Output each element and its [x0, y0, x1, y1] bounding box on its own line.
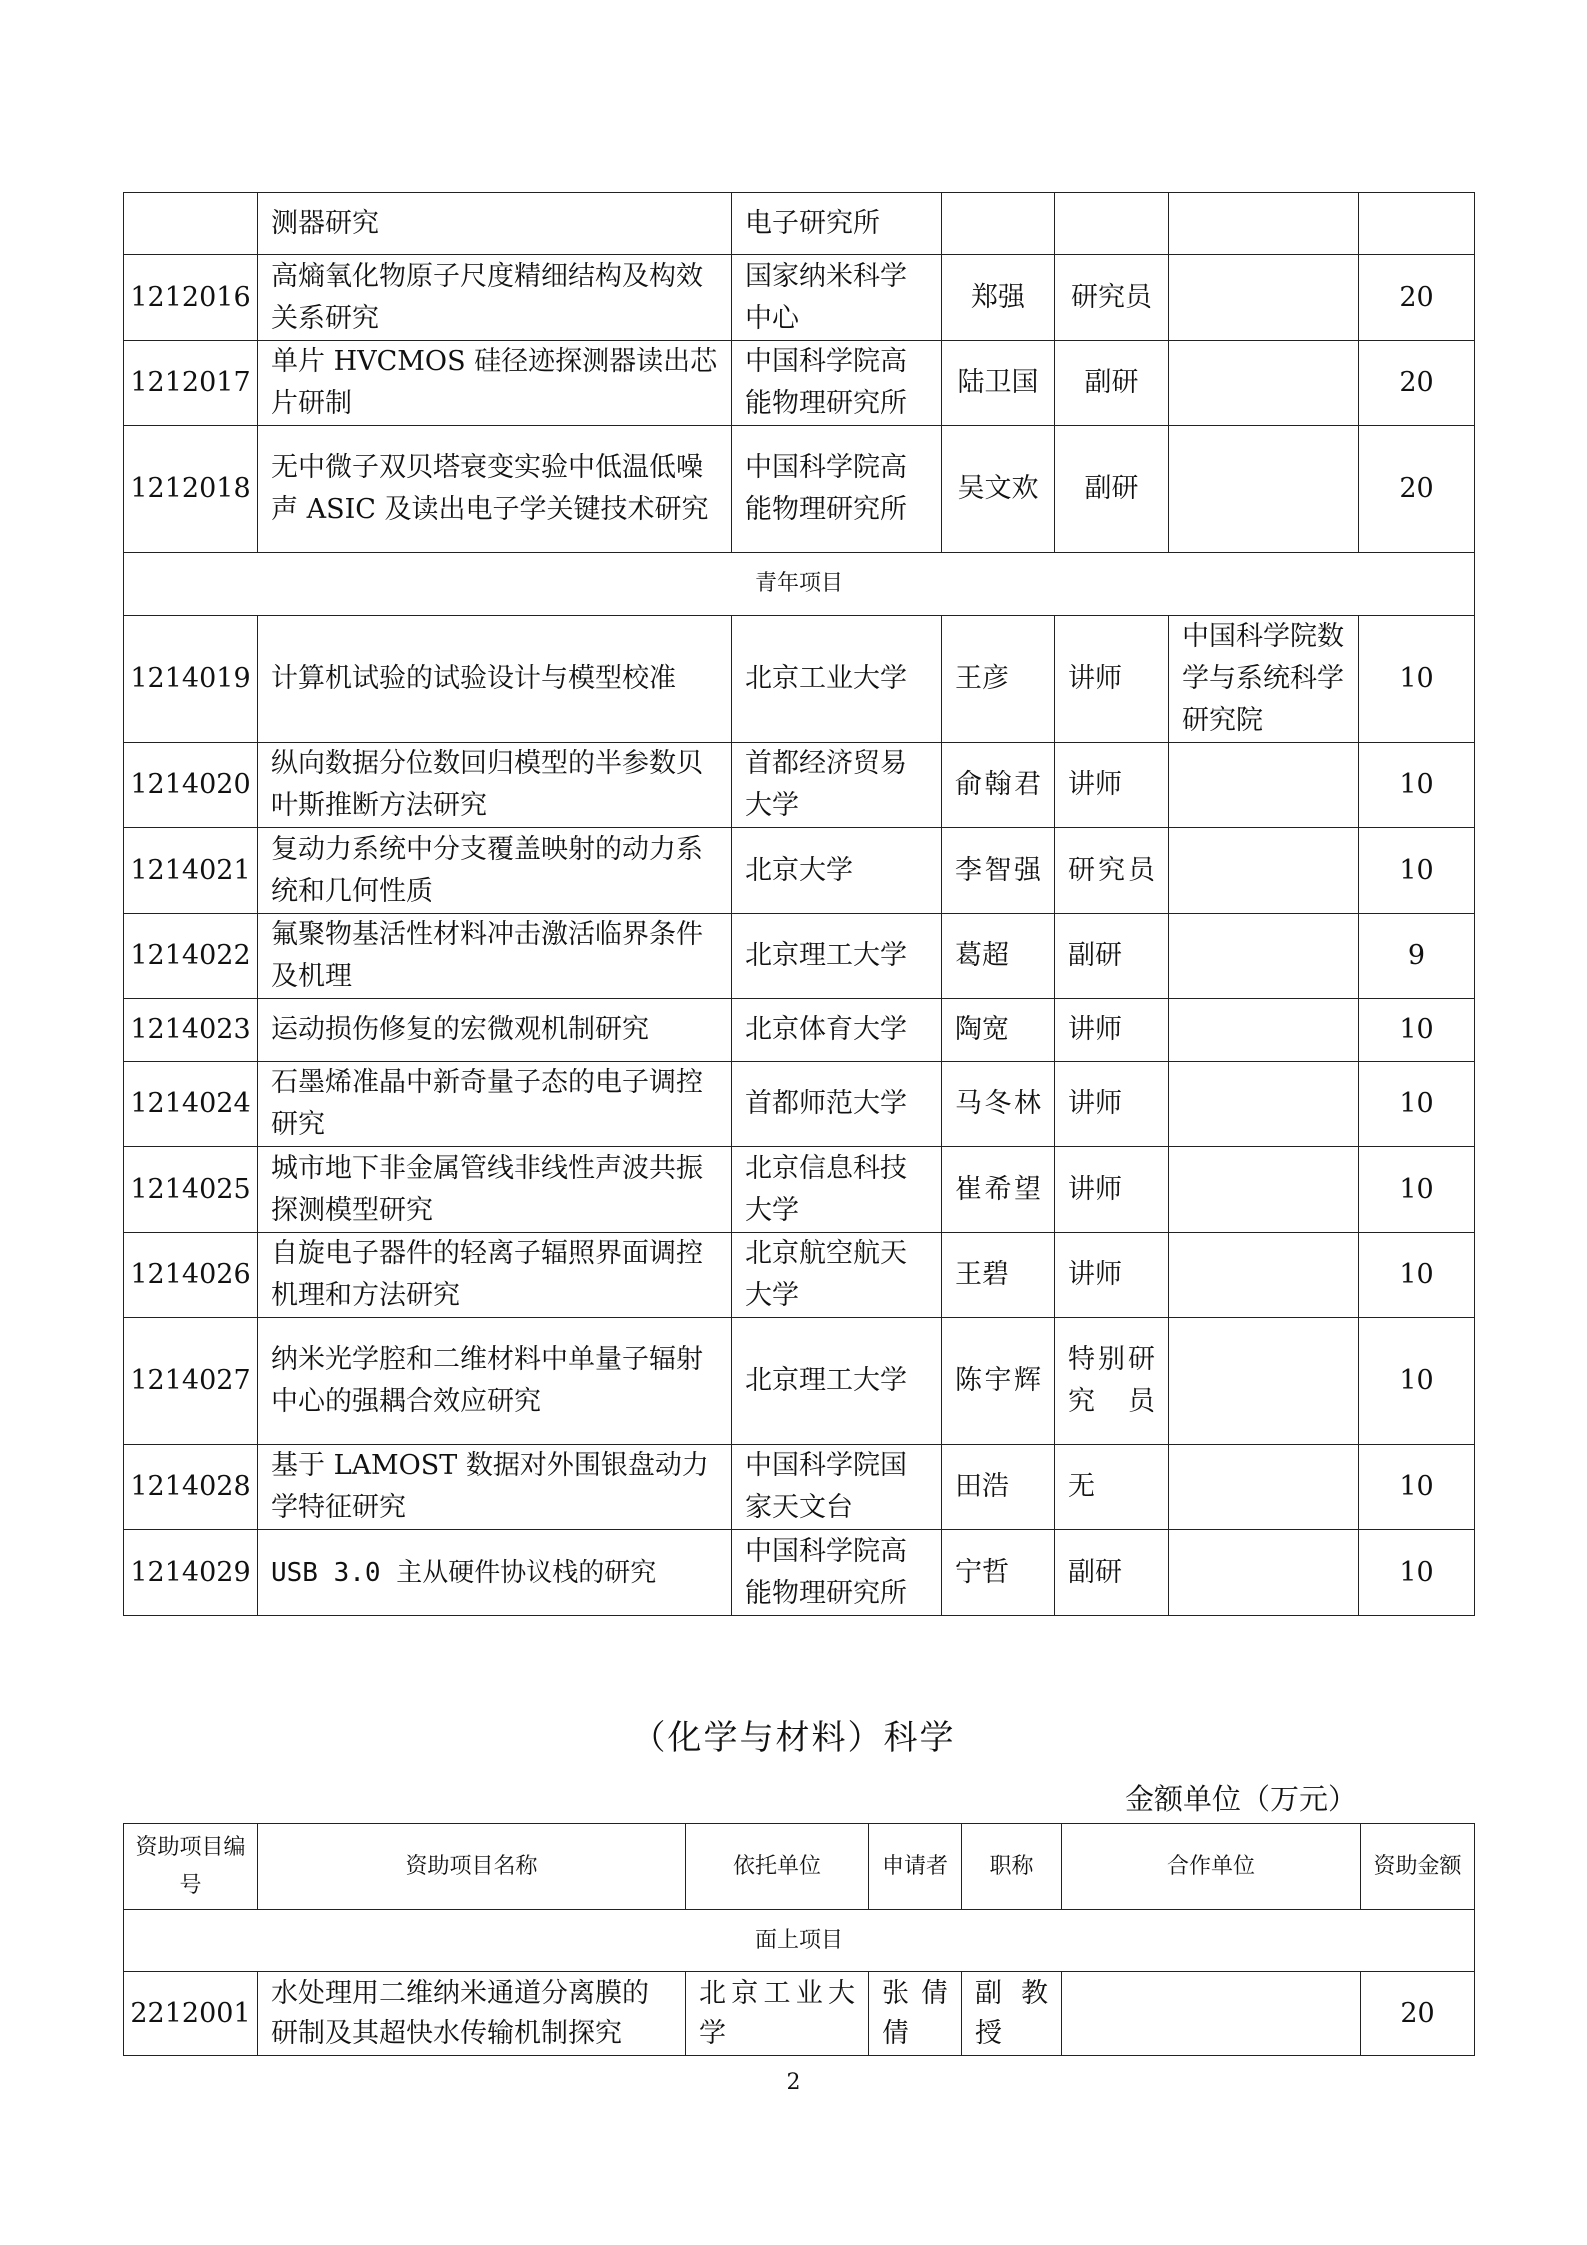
job-title: 副研	[1055, 1530, 1169, 1616]
project-name: 水处理用二维纳米通道分离膜的研制及其超快水传输机制探究	[258, 1972, 686, 2056]
applicant: 陈宇辉	[942, 1318, 1055, 1445]
project-id: 1214024	[124, 1062, 258, 1147]
project-id: 1214021	[124, 828, 258, 914]
project-id: 1214028	[124, 1445, 258, 1530]
partner-org	[1169, 999, 1359, 1062]
job-title: 讲师	[1055, 1233, 1169, 1318]
header-project-name: 资助项目名称	[258, 1824, 686, 1910]
table-row	[124, 999, 1475, 1062]
project-id: 1212017	[124, 341, 258, 426]
project-name: 运动损伤修复的宏微观机制研究	[258, 999, 732, 1062]
host-org: 电子研究所	[732, 193, 942, 255]
job-title: 讲师	[1055, 743, 1169, 828]
table-row	[124, 1147, 1475, 1233]
job-title: 副研	[1055, 426, 1169, 553]
table-row	[124, 1233, 1475, 1318]
applicant	[942, 193, 1055, 255]
amount: 10	[1359, 1318, 1475, 1445]
host-org: 北京航空航天大学	[732, 1233, 942, 1318]
table-row	[124, 426, 1475, 553]
job-title: 副教授	[962, 1972, 1062, 2056]
table-row	[124, 1062, 1475, 1147]
applicant: 俞翰君	[942, 743, 1055, 828]
project-name: 测器研究	[258, 193, 732, 255]
amount: 10	[1359, 1530, 1475, 1616]
partner-org	[1169, 341, 1359, 426]
header-applicant: 申请者	[869, 1824, 962, 1910]
job-title: 讲师	[1055, 1062, 1169, 1147]
applicant: 陶宽	[942, 999, 1055, 1062]
section-label-general: 面上项目	[124, 1910, 1475, 1972]
project-name: 纳米光学腔和二维材料中单量子辐射中心的强耦合效应研究	[258, 1318, 732, 1445]
amount: 20	[1359, 426, 1475, 553]
header-job-title: 职称	[962, 1824, 1062, 1910]
project-id: 1214023	[124, 999, 258, 1062]
chemistry-materials-table	[123, 1823, 1475, 2056]
project-name: 基于 LAMOST 数据对外围银盘动力学特征研究	[258, 1445, 732, 1530]
project-name: 单片 HVCMOS 硅径迹探测器读出芯片研制	[258, 341, 732, 426]
amount: 10	[1359, 1062, 1475, 1147]
host-org: 首都师范大学	[732, 1062, 942, 1147]
host-org: 中国科学院高能物理研究所	[732, 426, 942, 553]
project-id: 1214025	[124, 1147, 258, 1233]
partner-org	[1169, 1233, 1359, 1318]
section-row	[124, 553, 1475, 616]
host-org: 北京体育大学	[732, 999, 942, 1062]
applicant: 王碧	[942, 1233, 1055, 1318]
job-title: 研究员	[1055, 255, 1169, 341]
job-title: 研究员	[1055, 828, 1169, 914]
project-id: 2212001	[124, 1972, 258, 2056]
project-id: 1212016	[124, 255, 258, 341]
amount	[1359, 193, 1475, 255]
section-row	[124, 1910, 1475, 1972]
table-row	[124, 1445, 1475, 1530]
funding-table-continued	[123, 192, 1475, 1616]
job-title: 讲师	[1055, 1147, 1169, 1233]
host-org: 首都经济贸易大学	[732, 743, 942, 828]
partner-org	[1169, 193, 1359, 255]
amount: 10	[1359, 828, 1475, 914]
partner-org	[1062, 1972, 1361, 2056]
applicant: 田浩	[942, 1445, 1055, 1530]
partner-org	[1169, 1445, 1359, 1530]
project-name: 纵向数据分位数回归模型的半参数贝叶斯推断方法研究	[258, 743, 732, 828]
amount-unit-label: 金额单位（万元）	[1125, 1782, 1358, 1816]
applicant: 葛超	[942, 914, 1055, 999]
applicant: 吴文欢	[942, 426, 1055, 553]
partner-org	[1169, 1147, 1359, 1233]
header-partner-org: 合作单位	[1062, 1824, 1361, 1910]
applicant: 崔希望	[942, 1147, 1055, 1233]
partner-org	[1169, 1530, 1359, 1616]
host-org: 中国科学院国家天文台	[732, 1445, 942, 1530]
applicant: 陆卫国	[942, 341, 1055, 426]
partner-org	[1169, 255, 1359, 341]
applicant: 王彦	[942, 616, 1055, 743]
host-org: 北京大学	[732, 828, 942, 914]
host-org: 中国科学院高能物理研究所	[732, 341, 942, 426]
amount: 20	[1359, 341, 1475, 426]
job-title: 讲师	[1055, 999, 1169, 1062]
table-row	[124, 914, 1475, 999]
project-name: 复动力系统中分支覆盖映射的动力系统和几何性质	[258, 828, 732, 914]
table-row	[124, 743, 1475, 828]
host-org: 中国科学院高能物理研究所	[732, 1530, 942, 1616]
project-id: 1214029	[124, 1530, 258, 1616]
partner-org	[1169, 914, 1359, 999]
applicant: 李智强	[942, 828, 1055, 914]
job-title: 讲师	[1055, 616, 1169, 743]
amount: 20	[1359, 255, 1475, 341]
table-row	[124, 1318, 1475, 1445]
table-header-row	[124, 1824, 1475, 1910]
table-row	[124, 1530, 1475, 1616]
partner-org	[1169, 1318, 1359, 1445]
job-title: 无	[1055, 1445, 1169, 1530]
project-id: 1214020	[124, 743, 258, 828]
host-org: 国家纳米科学中心	[732, 255, 942, 341]
amount: 10	[1359, 743, 1475, 828]
page-number: 2	[786, 2070, 801, 2095]
job-title: 副研	[1055, 914, 1169, 999]
job-title: 副研	[1055, 341, 1169, 426]
partner-org	[1169, 426, 1359, 553]
partner-org: 中国科学院数学与系统科学研究院	[1169, 616, 1359, 743]
project-id: 1214022	[124, 914, 258, 999]
amount: 20	[1361, 1972, 1475, 2056]
header-project-id: 资助项目编号	[124, 1824, 258, 1910]
table-row	[124, 616, 1475, 743]
host-org: 北京工业大学	[732, 616, 942, 743]
job-title: 特别研究员	[1055, 1318, 1169, 1445]
project-id: 1212018	[124, 426, 258, 553]
partner-org	[1169, 828, 1359, 914]
project-id: 1214019	[124, 616, 258, 743]
project-name: 计算机试验的试验设计与模型校准	[258, 616, 732, 743]
host-org: 北京信息科技大学	[732, 1147, 942, 1233]
applicant: 张倩倩	[869, 1972, 962, 2056]
host-org: 北京工业大学	[686, 1972, 869, 2056]
table-row	[124, 255, 1475, 341]
partner-org	[1169, 1062, 1359, 1147]
amount: 10	[1359, 1233, 1475, 1318]
project-name: 氟聚物基活性材料冲击激活临界条件及机理	[258, 914, 732, 999]
amount: 10	[1359, 1445, 1475, 1530]
applicant: 郑强	[942, 255, 1055, 341]
applicant: 宁哲	[942, 1530, 1055, 1616]
project-name: 无中微子双贝塔衰变实验中低温低噪声 ASIC 及读出电子学关键技术研究	[258, 426, 732, 553]
partner-org	[1169, 743, 1359, 828]
section-title: （化学与材料）科学	[631, 1718, 956, 1758]
project-id	[124, 193, 258, 255]
host-org: 北京理工大学	[732, 1318, 942, 1445]
project-id: 1214026	[124, 1233, 258, 1318]
amount: 10	[1359, 1147, 1475, 1233]
amount: 10	[1359, 999, 1475, 1062]
amount: 10	[1359, 616, 1475, 743]
applicant: 马冬林	[942, 1062, 1055, 1147]
project-name: 石墨烯准晶中新奇量子态的电子调控研究	[258, 1062, 732, 1147]
table-row	[124, 341, 1475, 426]
table-row	[124, 193, 1475, 255]
amount: 9	[1359, 914, 1475, 999]
header-host-org: 依托单位	[686, 1824, 869, 1910]
project-name: 城市地下非金属管线非线性声波共振探测模型研究	[258, 1147, 732, 1233]
section-label-youth: 青年项目	[124, 553, 1475, 616]
table-row	[124, 1972, 1475, 2056]
project-id: 1214027	[124, 1318, 258, 1445]
header-amount: 资助金额	[1361, 1824, 1475, 1910]
job-title	[1055, 193, 1169, 255]
table-row	[124, 828, 1475, 914]
project-name: 高熵氧化物原子尺度精细结构及构效关系研究	[258, 255, 732, 341]
project-name: USB 3.0 主从硬件协议栈的研究	[258, 1530, 732, 1616]
host-org: 北京理工大学	[732, 914, 942, 999]
project-name: 自旋电子器件的轻离子辐照界面调控机理和方法研究	[258, 1233, 732, 1318]
